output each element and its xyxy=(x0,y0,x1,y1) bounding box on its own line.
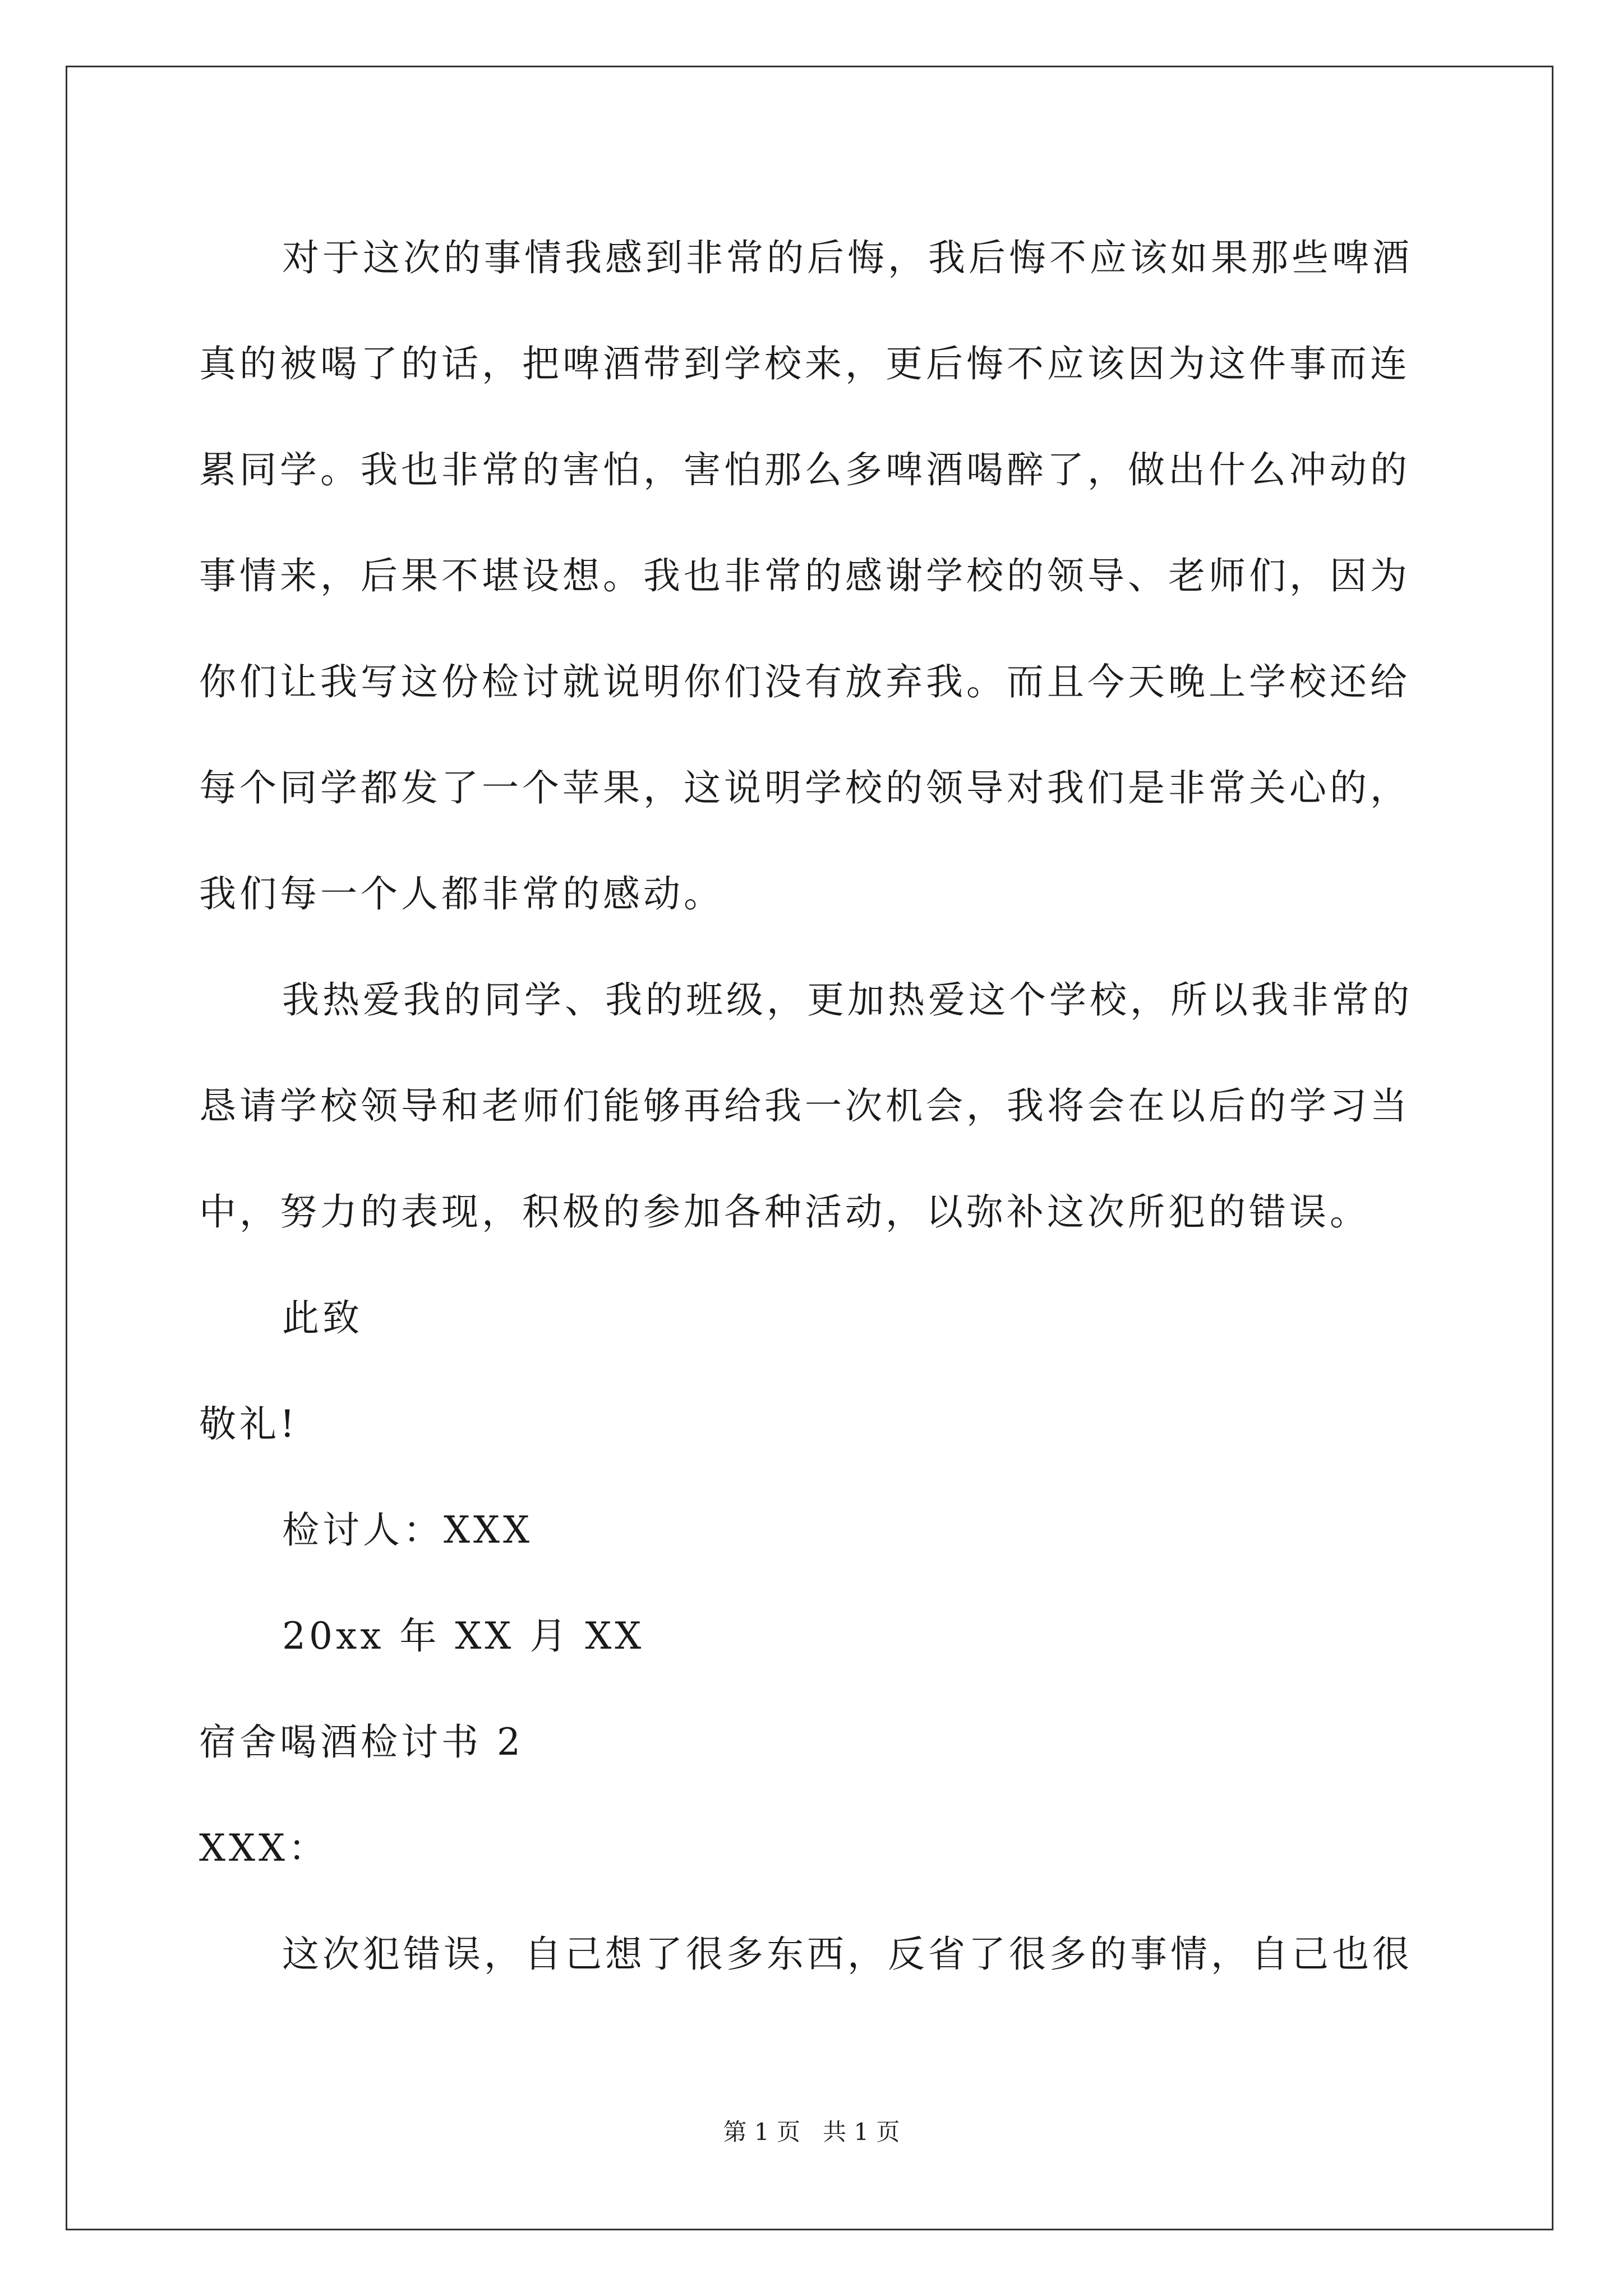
paragraph-line: 我们每一个人都非常的感动。 xyxy=(199,872,724,915)
signature-line: 检讨人：XXX xyxy=(282,1508,533,1552)
paragraph-line: 我热爱我的同学、我的班级，更加热爱这个学校，所以我非常的 xyxy=(282,978,1413,1022)
paragraph-line: 你们让我写这份检讨就说明你们没有放弃我。而且今天晚上学校还给 xyxy=(199,660,1410,703)
section-title: 宿舍喝酒检讨书 2 xyxy=(199,1720,524,1764)
recipient-line: XXX： xyxy=(199,1826,329,1870)
document-body xyxy=(199,205,1433,2007)
paragraph-line: 恳请学校领导和老师们能够再给我一次机会，我将会在以后的学习当 xyxy=(199,1084,1410,1128)
paragraph-line: 真的被喝了的话，把啤酒带到学校来，更后悔不应该因为这件事而连 xyxy=(199,342,1410,385)
closing-regards: 敬礼! xyxy=(199,1402,298,1446)
paragraph-line: 这次犯错误，自己想了很多东西，反省了很多的事情，自己也很 xyxy=(282,1932,1413,1976)
paragraph-line: 对于这次的事情我感到非常的后悔，我后悔不应该如果那些啤酒 xyxy=(282,236,1413,279)
paragraph-line: 事情来，后果不堪设想。我也非常的感谢学校的领导、老师们，因为 xyxy=(199,554,1410,597)
page-footer: 第 1 页 共 1 页 xyxy=(723,2118,900,2146)
paragraph-line: 中，努力的表现，积极的参加各种活动，以弥补这次所犯的错误。 xyxy=(199,1190,1370,1234)
paragraph-line: 每个同学都发了一个苹果，这说明学校的领导对我们是非常关心的， xyxy=(199,766,1410,809)
paragraph-line: 累同学。我也非常的害怕，害怕那么多啤酒喝醉了，做出什么冲动的 xyxy=(199,448,1410,491)
closing-salutation: 此致 xyxy=(282,1296,363,1340)
date-line: 20xx 年 XX 月 XX xyxy=(282,1614,645,1658)
